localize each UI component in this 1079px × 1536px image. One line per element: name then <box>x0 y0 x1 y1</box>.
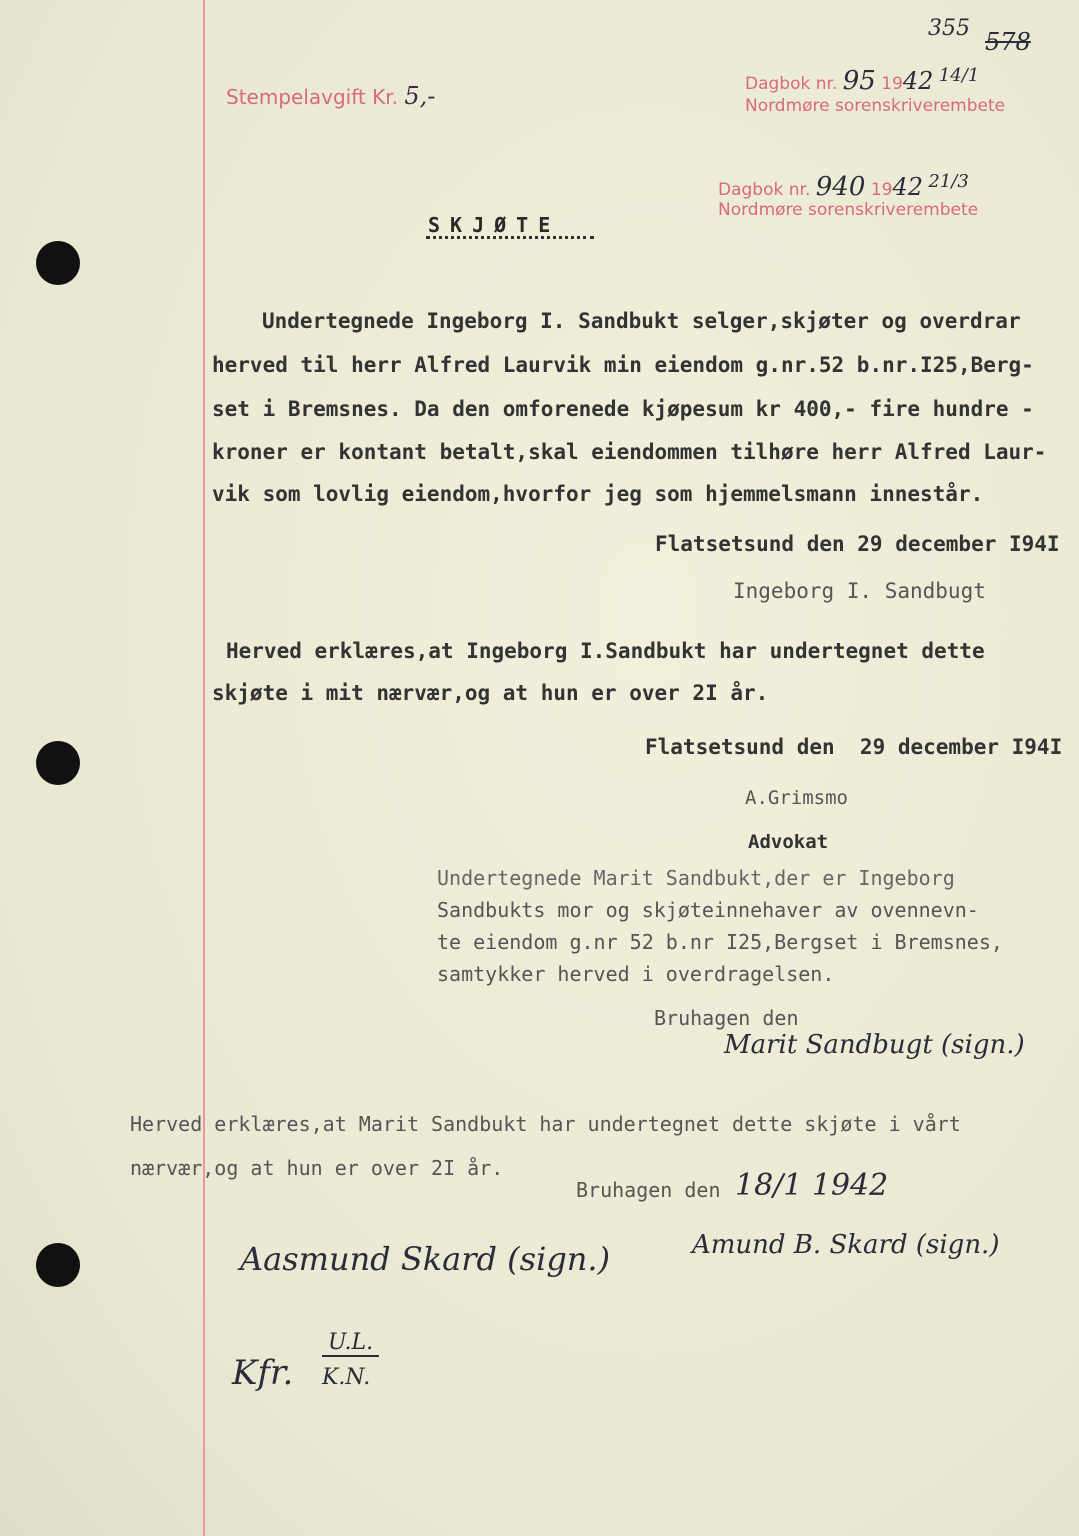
witness-signature-1: Aasmund Skard (sign.) <box>240 1240 611 1278</box>
stamp-duty <box>226 82 435 110</box>
bruhagen-date-handwritten: 18/1 1942 <box>735 1168 889 1203</box>
attorney-name: A.Grimsmo <box>745 787 848 809</box>
dagbok-stamp-1 <box>745 66 979 96</box>
witness-signature-2: Amund B. Skard (sign.) <box>692 1230 1000 1260</box>
consent-line-2: Sandbukts mor og skjøteinnehaver av ovennevn- <box>437 898 979 922</box>
body-line-5: vik som lovlig eiendom,hvorfor jeg som hjemmelsmann innestår. <box>212 482 984 506</box>
dagbok-1-number: 95 <box>842 66 876 96</box>
page-number-old: 578 <box>985 28 1031 56</box>
stamp-duty-value: 5,- <box>404 82 436 110</box>
body-line-1: Undertegnede Ingeborg I. Sandbukt selger,skjøter og overdrar <box>262 309 1021 333</box>
body-line-3: set i Bremsnes. Da den omforenede kjøpesum kr 400,- fire hundre - <box>212 397 1034 421</box>
dagbok-2-year-prefix: 19 <box>870 180 893 200</box>
place-date-2: Flatsetsund den 29 december I94I <box>645 735 1063 759</box>
kfr-initials-top: U.L. <box>322 1330 379 1357</box>
consent-signature: Marit Sandbugt (sign.) <box>724 1030 1025 1060</box>
consent-line-1: Undertegnede Marit Sandbukt,der er Ingeborg <box>437 866 955 890</box>
consent-line-4: samtykker herved i overdragelsen. <box>437 962 835 986</box>
witness-line-1: Herved erklæres,at Ingeborg I.Sandbukt har undertegnet dette <box>226 639 985 663</box>
dagbok-1-year: 42 <box>902 67 934 95</box>
stamp-duty-label: Stempelavgift Kr. <box>226 85 398 109</box>
dagbok-1-office: Nordmøre sorenskriverembete <box>745 96 1006 116</box>
kfr-note: Kfr. <box>232 1353 294 1393</box>
punch-hole-bottom <box>36 1243 80 1287</box>
witness2-line-2: nærvær,og at hun er over 2I år. <box>130 1156 504 1180</box>
seller-signature: Ingeborg I. Sandbugt <box>733 579 986 603</box>
punch-hole-middle <box>36 741 80 785</box>
bruhagen-date-label: Bruhagen den <box>576 1178 721 1202</box>
dagbok-stamp-2 <box>718 172 969 202</box>
page-number: 355 <box>928 16 970 41</box>
witness2-line-1: Herved erklæres,at Marit Sandbukt har undertegnet dette skjøte i vårt <box>130 1112 961 1136</box>
document-title: SKJØTE <box>428 213 561 237</box>
dagbok-1-label: Dagbok nr. <box>745 74 838 94</box>
dagbok-2-label: Dagbok nr. <box>718 180 811 200</box>
dagbok-2-year: 42 <box>892 173 923 201</box>
title-underline <box>426 236 594 239</box>
witness-line-2: skjøte i mit nærvær,og at hun er over 2I år. <box>212 681 769 705</box>
body-line-4: kroner er kontant betalt,skal eiendommen tilhøre herr Alfred Laur- <box>212 440 1047 464</box>
dagbok-2-date: 21/3 <box>928 171 969 192</box>
margin-rule <box>203 0 205 1536</box>
dagbok-2-number: 940 <box>815 172 866 202</box>
attorney-title: Advokat <box>748 831 829 853</box>
punch-hole-top <box>36 241 80 285</box>
body-line-2: herved til herr Alfred Laurvik min eiendom g.nr.52 b.nr.I25,Berg- <box>212 353 1034 377</box>
dagbok-1-year-prefix: 19 <box>881 74 903 94</box>
consent-place: Bruhagen den <box>654 1006 799 1030</box>
dagbok-2-office: Nordmøre sorenskriverembete <box>718 200 979 220</box>
place-date-1: Flatsetsund den 29 december I94I <box>655 532 1060 556</box>
dagbok-1-date: 14/1 <box>938 65 980 86</box>
kfr-initials-bottom: K.N. <box>322 1365 371 1390</box>
consent-line-3: te eiendom g.nr 52 b.nr I25,Bergset i Bremsnes, <box>437 930 1003 954</box>
